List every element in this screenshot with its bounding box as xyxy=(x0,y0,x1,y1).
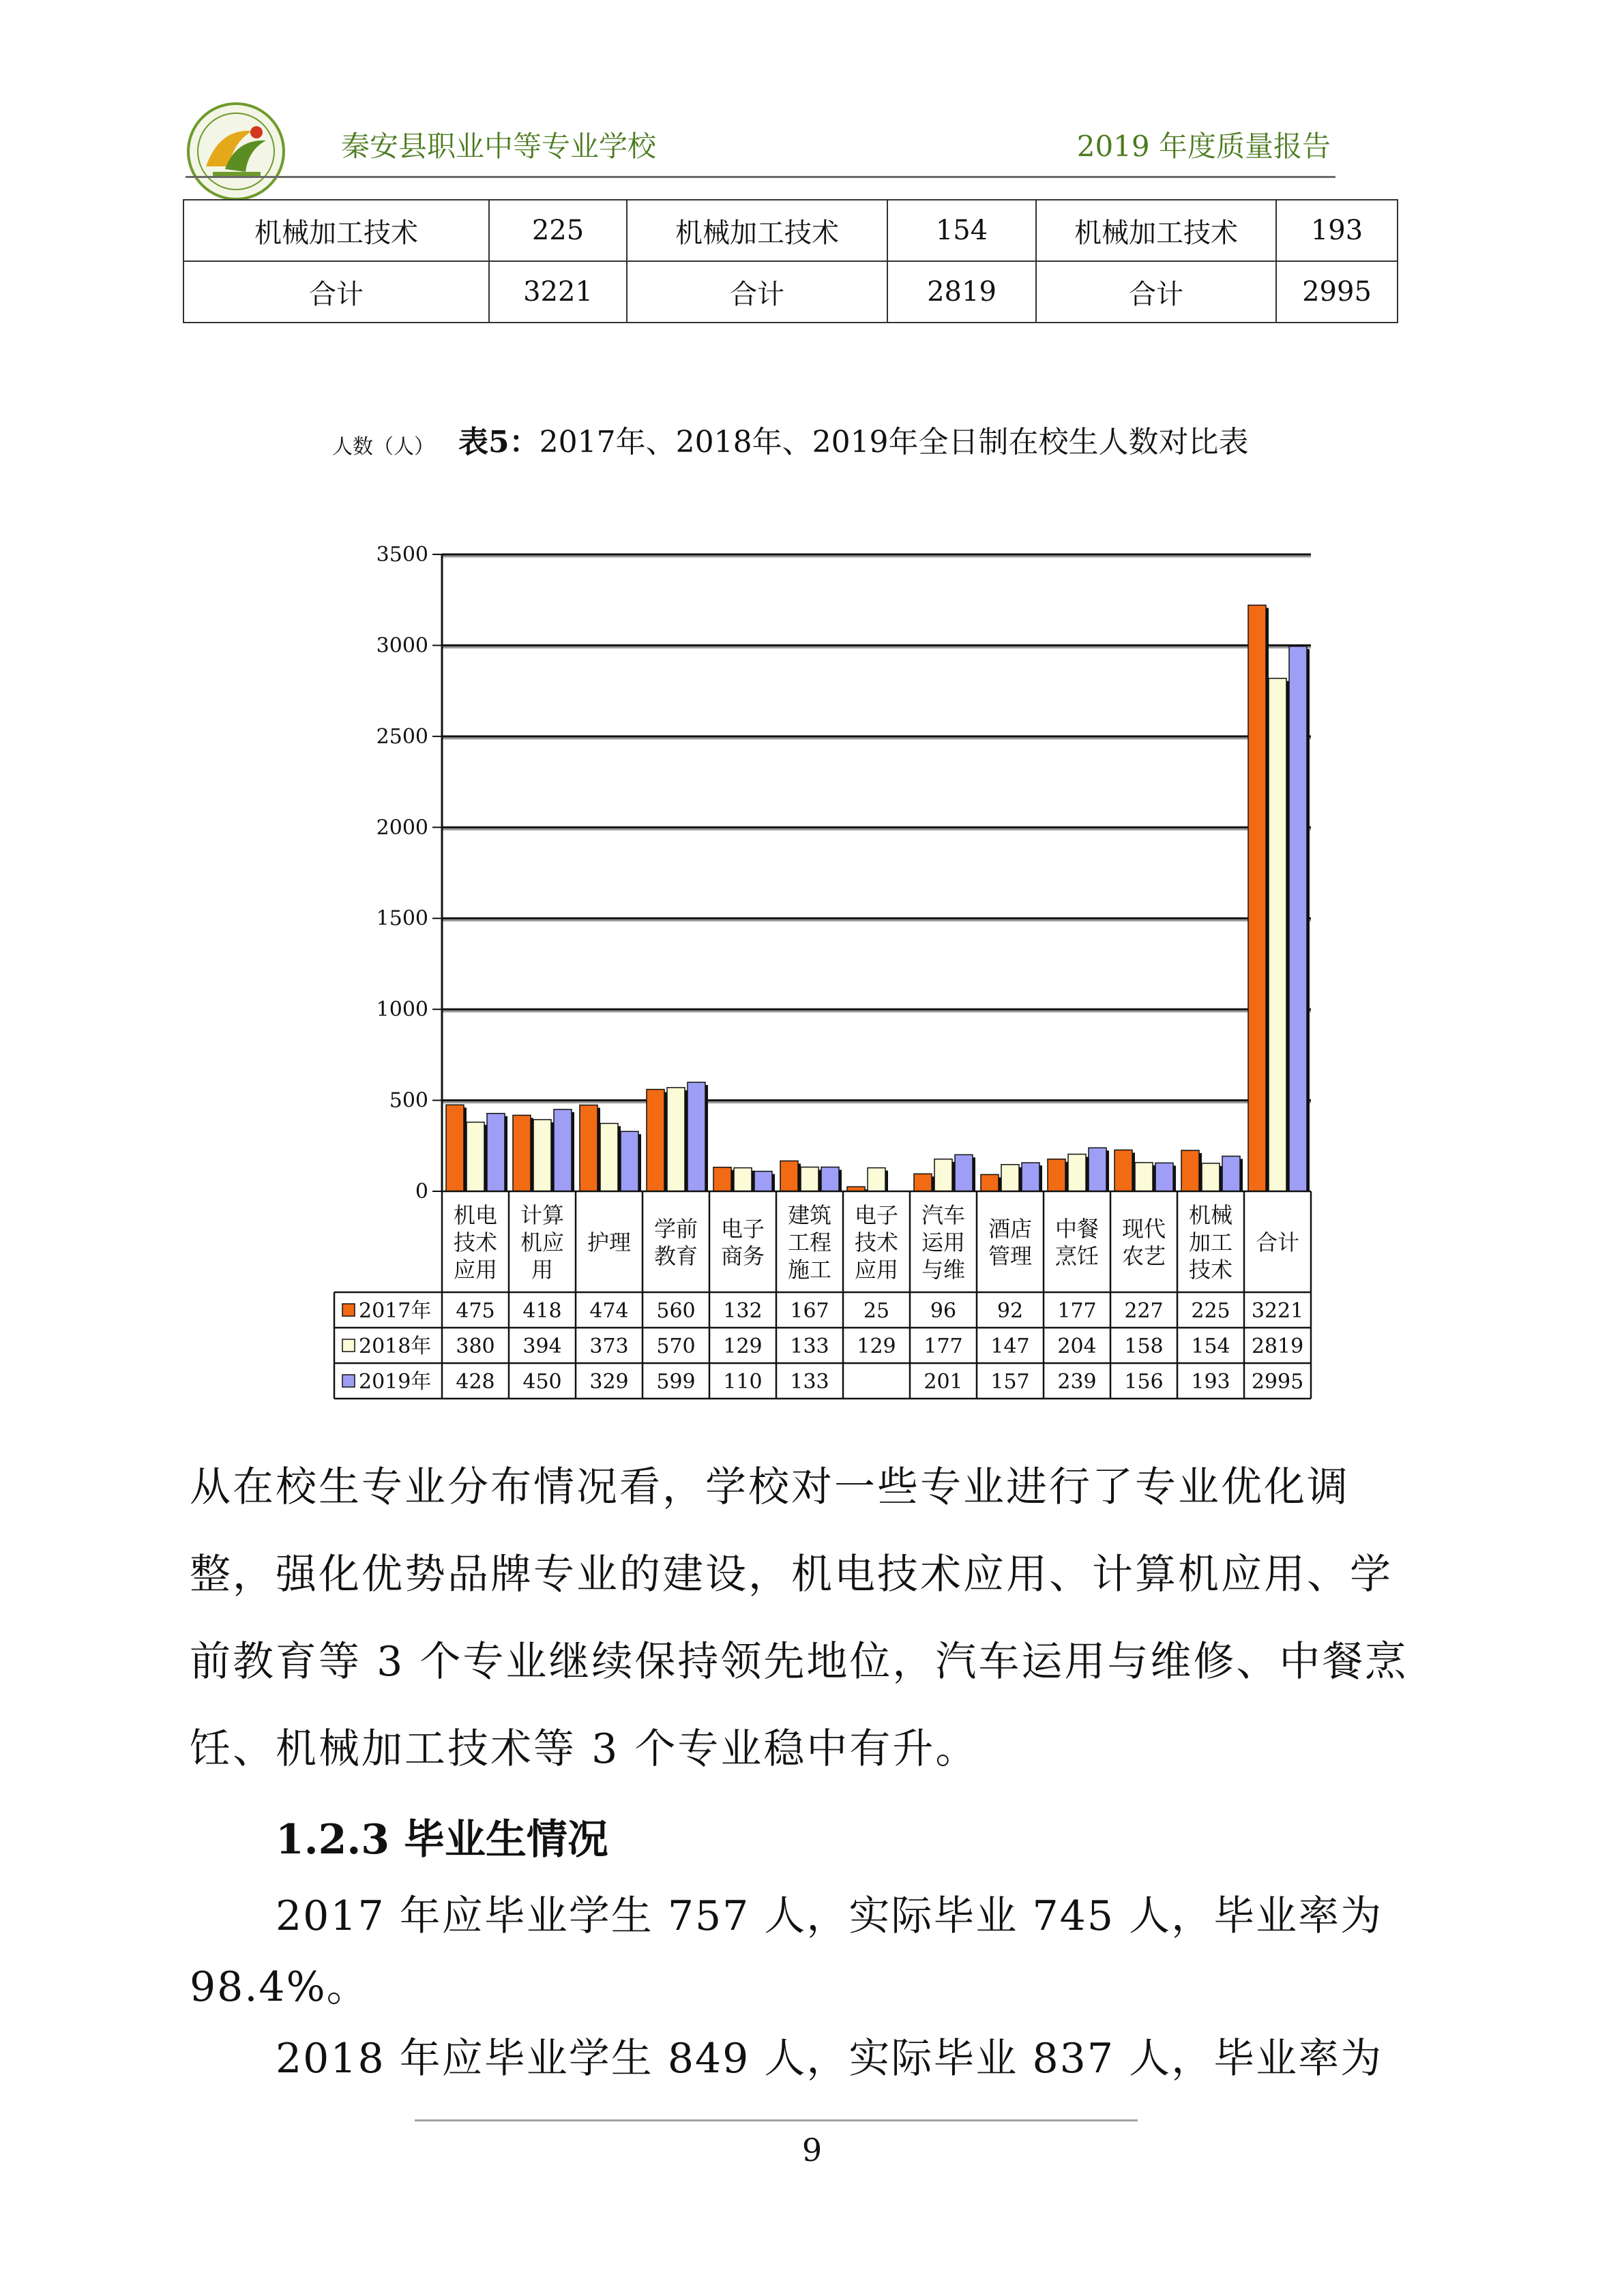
bar xyxy=(600,1123,618,1191)
x-category-label: 应用 xyxy=(854,1257,899,1283)
bar xyxy=(667,1088,685,1191)
x-category-label: 机电 xyxy=(453,1202,498,1228)
data-value-label: 201 xyxy=(924,1370,963,1394)
bar xyxy=(1089,1148,1106,1191)
table-cell: 193 xyxy=(1276,200,1398,261)
table-cell: 机械加工技术 xyxy=(627,200,887,261)
bar xyxy=(621,1131,638,1191)
data-value-label: 177 xyxy=(924,1335,963,1358)
x-category-label: 电子 xyxy=(854,1202,899,1228)
y-tick-label: 1500 xyxy=(376,906,428,931)
y-tick-label: 500 xyxy=(389,1088,428,1113)
x-category-label: 技术 xyxy=(1188,1257,1233,1283)
x-category-label: 施工 xyxy=(787,1257,832,1283)
data-value-label: 239 xyxy=(1057,1370,1097,1394)
bar xyxy=(1068,1154,1086,1191)
data-value-label: 96 xyxy=(930,1299,957,1323)
data-value-label: 132 xyxy=(723,1299,763,1323)
bar xyxy=(1181,1150,1199,1191)
legend-label: 2019年 xyxy=(359,1370,432,1394)
data-value-label: 2819 xyxy=(1251,1335,1304,1358)
data-value-label: 133 xyxy=(790,1370,829,1394)
y-tick-label: 0 xyxy=(415,1180,428,1204)
section-heading: 1.2.3 毕业生情况 xyxy=(276,1816,608,1864)
bar xyxy=(513,1115,531,1191)
x-category-label: 工程 xyxy=(787,1229,832,1255)
data-value-label: 3221 xyxy=(1251,1299,1304,1323)
data-value-label: 158 xyxy=(1124,1335,1164,1358)
data-value-label: 25 xyxy=(863,1299,890,1323)
table-cell: 2819 xyxy=(887,261,1036,323)
bar xyxy=(1202,1163,1220,1191)
bar xyxy=(1048,1159,1065,1191)
x-category-label: 技术 xyxy=(854,1229,899,1255)
table-cell: 机械加工技术 xyxy=(183,200,489,261)
bar xyxy=(1001,1165,1019,1191)
bar xyxy=(467,1122,484,1191)
bar xyxy=(688,1082,705,1191)
bar xyxy=(955,1154,973,1191)
bar xyxy=(647,1090,664,1191)
caption-label: 表5： xyxy=(458,425,540,460)
data-value-label: 475 xyxy=(456,1299,495,1323)
data-value-label: 157 xyxy=(990,1370,1030,1394)
x-category-label: 机械 xyxy=(1188,1202,1233,1228)
x-category-label: 合计 xyxy=(1255,1229,1300,1255)
data-value-label: 474 xyxy=(589,1299,629,1323)
x-category-label: 计算 xyxy=(520,1202,565,1228)
bar xyxy=(580,1105,597,1191)
legend-swatch xyxy=(342,1339,355,1352)
data-value-label: 560 xyxy=(656,1299,696,1323)
bar xyxy=(1114,1150,1132,1191)
footer-divider xyxy=(415,2119,1138,2121)
bar xyxy=(914,1174,932,1191)
y-tick-label: 3000 xyxy=(376,633,428,658)
x-category-label: 与维 xyxy=(921,1257,966,1283)
data-value-label: 599 xyxy=(656,1370,696,1394)
x-category-label: 农艺 xyxy=(1121,1243,1166,1269)
table-cell: 3221 xyxy=(489,261,627,323)
bar xyxy=(934,1159,952,1191)
caption-title-text: 2017年、2018年、2019年全日制在校生人数对比表 xyxy=(539,425,1249,460)
chart-unit-label: 人数（人） xyxy=(332,435,434,459)
bar xyxy=(1248,605,1266,1191)
legend-label: 2017年 xyxy=(359,1299,432,1323)
paragraph-enrollment-analysis: 从在校生专业分布情况看，学校对一些专业进行了专业优化调整，强化优势品牌专业的建设，机电技术应用、计算机应用、学前教育等 3 个专业继续保持领先地位，汽车运用与维修、中餐烹饪、机械加工技术等 3 个专业稳中有升。 xyxy=(190,1463,1408,1773)
data-value-label: 147 xyxy=(990,1335,1030,1358)
data-value-label: 225 xyxy=(1191,1299,1230,1323)
x-category-label: 电子 xyxy=(720,1216,765,1242)
bar xyxy=(821,1167,839,1191)
x-category-label: 机应 xyxy=(520,1229,565,1255)
bar xyxy=(754,1172,772,1191)
bar xyxy=(1269,679,1286,1191)
data-value-label: 428 xyxy=(456,1370,495,1394)
y-tick-label: 2000 xyxy=(376,816,428,840)
data-value-label: 92 xyxy=(996,1299,1024,1323)
bar xyxy=(801,1167,818,1191)
school-name: 秦安县职业中等专业学校 xyxy=(341,130,657,163)
x-category-label: 技术 xyxy=(453,1229,498,1255)
data-value-label: 2995 xyxy=(1251,1370,1304,1394)
data-value-label: 156 xyxy=(1124,1370,1164,1394)
legend-swatch xyxy=(342,1375,355,1387)
bar xyxy=(1289,646,1307,1191)
data-value-label: 570 xyxy=(656,1335,696,1358)
bar xyxy=(1022,1163,1039,1191)
bar xyxy=(487,1114,505,1191)
data-value-label: 450 xyxy=(522,1370,562,1394)
x-category-label: 教育 xyxy=(653,1243,698,1269)
x-category-label: 管理 xyxy=(988,1243,1033,1269)
table-cell: 机械加工技术 xyxy=(1036,200,1276,261)
x-category-label: 加工 xyxy=(1188,1229,1233,1255)
bar xyxy=(1222,1156,1240,1191)
data-value-label: 204 xyxy=(1057,1335,1097,1358)
x-category-label: 中餐 xyxy=(1054,1216,1099,1242)
x-category-label: 运用 xyxy=(921,1229,966,1255)
data-value-label: 418 xyxy=(522,1299,562,1323)
bar xyxy=(533,1120,551,1191)
x-category-label: 护理 xyxy=(587,1229,632,1255)
bar xyxy=(981,1174,999,1191)
x-category-label: 酒店 xyxy=(988,1216,1033,1242)
x-category-label: 建筑 xyxy=(787,1202,832,1228)
x-category-label: 汽车 xyxy=(921,1202,966,1228)
x-category-label: 用 xyxy=(531,1257,554,1283)
y-tick-label: 3500 xyxy=(376,543,428,567)
report-title: 2019 年度质量报告 xyxy=(1076,130,1331,163)
page-number: 9 xyxy=(801,2132,823,2168)
data-value-label: 373 xyxy=(589,1335,629,1358)
bar xyxy=(734,1168,752,1191)
data-value-label: 193 xyxy=(1191,1370,1230,1394)
bar xyxy=(780,1161,798,1191)
legend-swatch xyxy=(342,1304,355,1316)
data-value-label: 110 xyxy=(723,1370,763,1394)
x-category-label: 学前 xyxy=(653,1216,698,1242)
x-category-label: 烹饪 xyxy=(1054,1243,1099,1269)
data-value-label: 133 xyxy=(790,1335,829,1358)
data-value-label: 129 xyxy=(857,1335,896,1358)
paragraph-2018-graduates: 2018 年应毕业学生 849 人，实际毕业 837 人，毕业率为 xyxy=(276,2035,1383,2083)
bar xyxy=(554,1109,572,1191)
data-value-label: 129 xyxy=(723,1335,763,1358)
paragraph-2017-graduates: 2017 年应毕业学生 757 人，实际毕业 745 人，毕业率为 xyxy=(276,1892,1383,1940)
bar xyxy=(1155,1163,1173,1191)
table-cell: 合计 xyxy=(183,261,489,323)
data-value-label: 380 xyxy=(456,1335,495,1358)
data-value-label: 227 xyxy=(1124,1299,1164,1323)
table-cell: 合计 xyxy=(1036,261,1276,323)
data-value-label: 394 xyxy=(522,1335,562,1358)
legend-label: 2018年 xyxy=(359,1335,432,1358)
data-value-label: 167 xyxy=(790,1299,829,1323)
x-category-label: 应用 xyxy=(453,1257,498,1283)
x-category-label: 现代 xyxy=(1121,1216,1166,1242)
table-cell: 154 xyxy=(887,200,1036,261)
x-category-label: 商务 xyxy=(720,1243,765,1269)
y-tick-label: 1000 xyxy=(376,998,428,1022)
data-value-label: 329 xyxy=(589,1370,629,1394)
table-cell: 225 xyxy=(489,200,627,261)
bar xyxy=(1135,1163,1153,1191)
bar xyxy=(868,1168,885,1191)
table-cell: 合计 xyxy=(627,261,887,323)
data-value-label: 177 xyxy=(1057,1299,1097,1323)
bar xyxy=(713,1167,731,1191)
table-cell: 2995 xyxy=(1276,261,1398,323)
bar xyxy=(446,1105,464,1191)
data-value-label: 154 xyxy=(1191,1335,1230,1358)
paragraph-2017-graduates-rate: 98.4%。 xyxy=(190,1963,369,2011)
y-tick-label: 2500 xyxy=(376,724,428,749)
